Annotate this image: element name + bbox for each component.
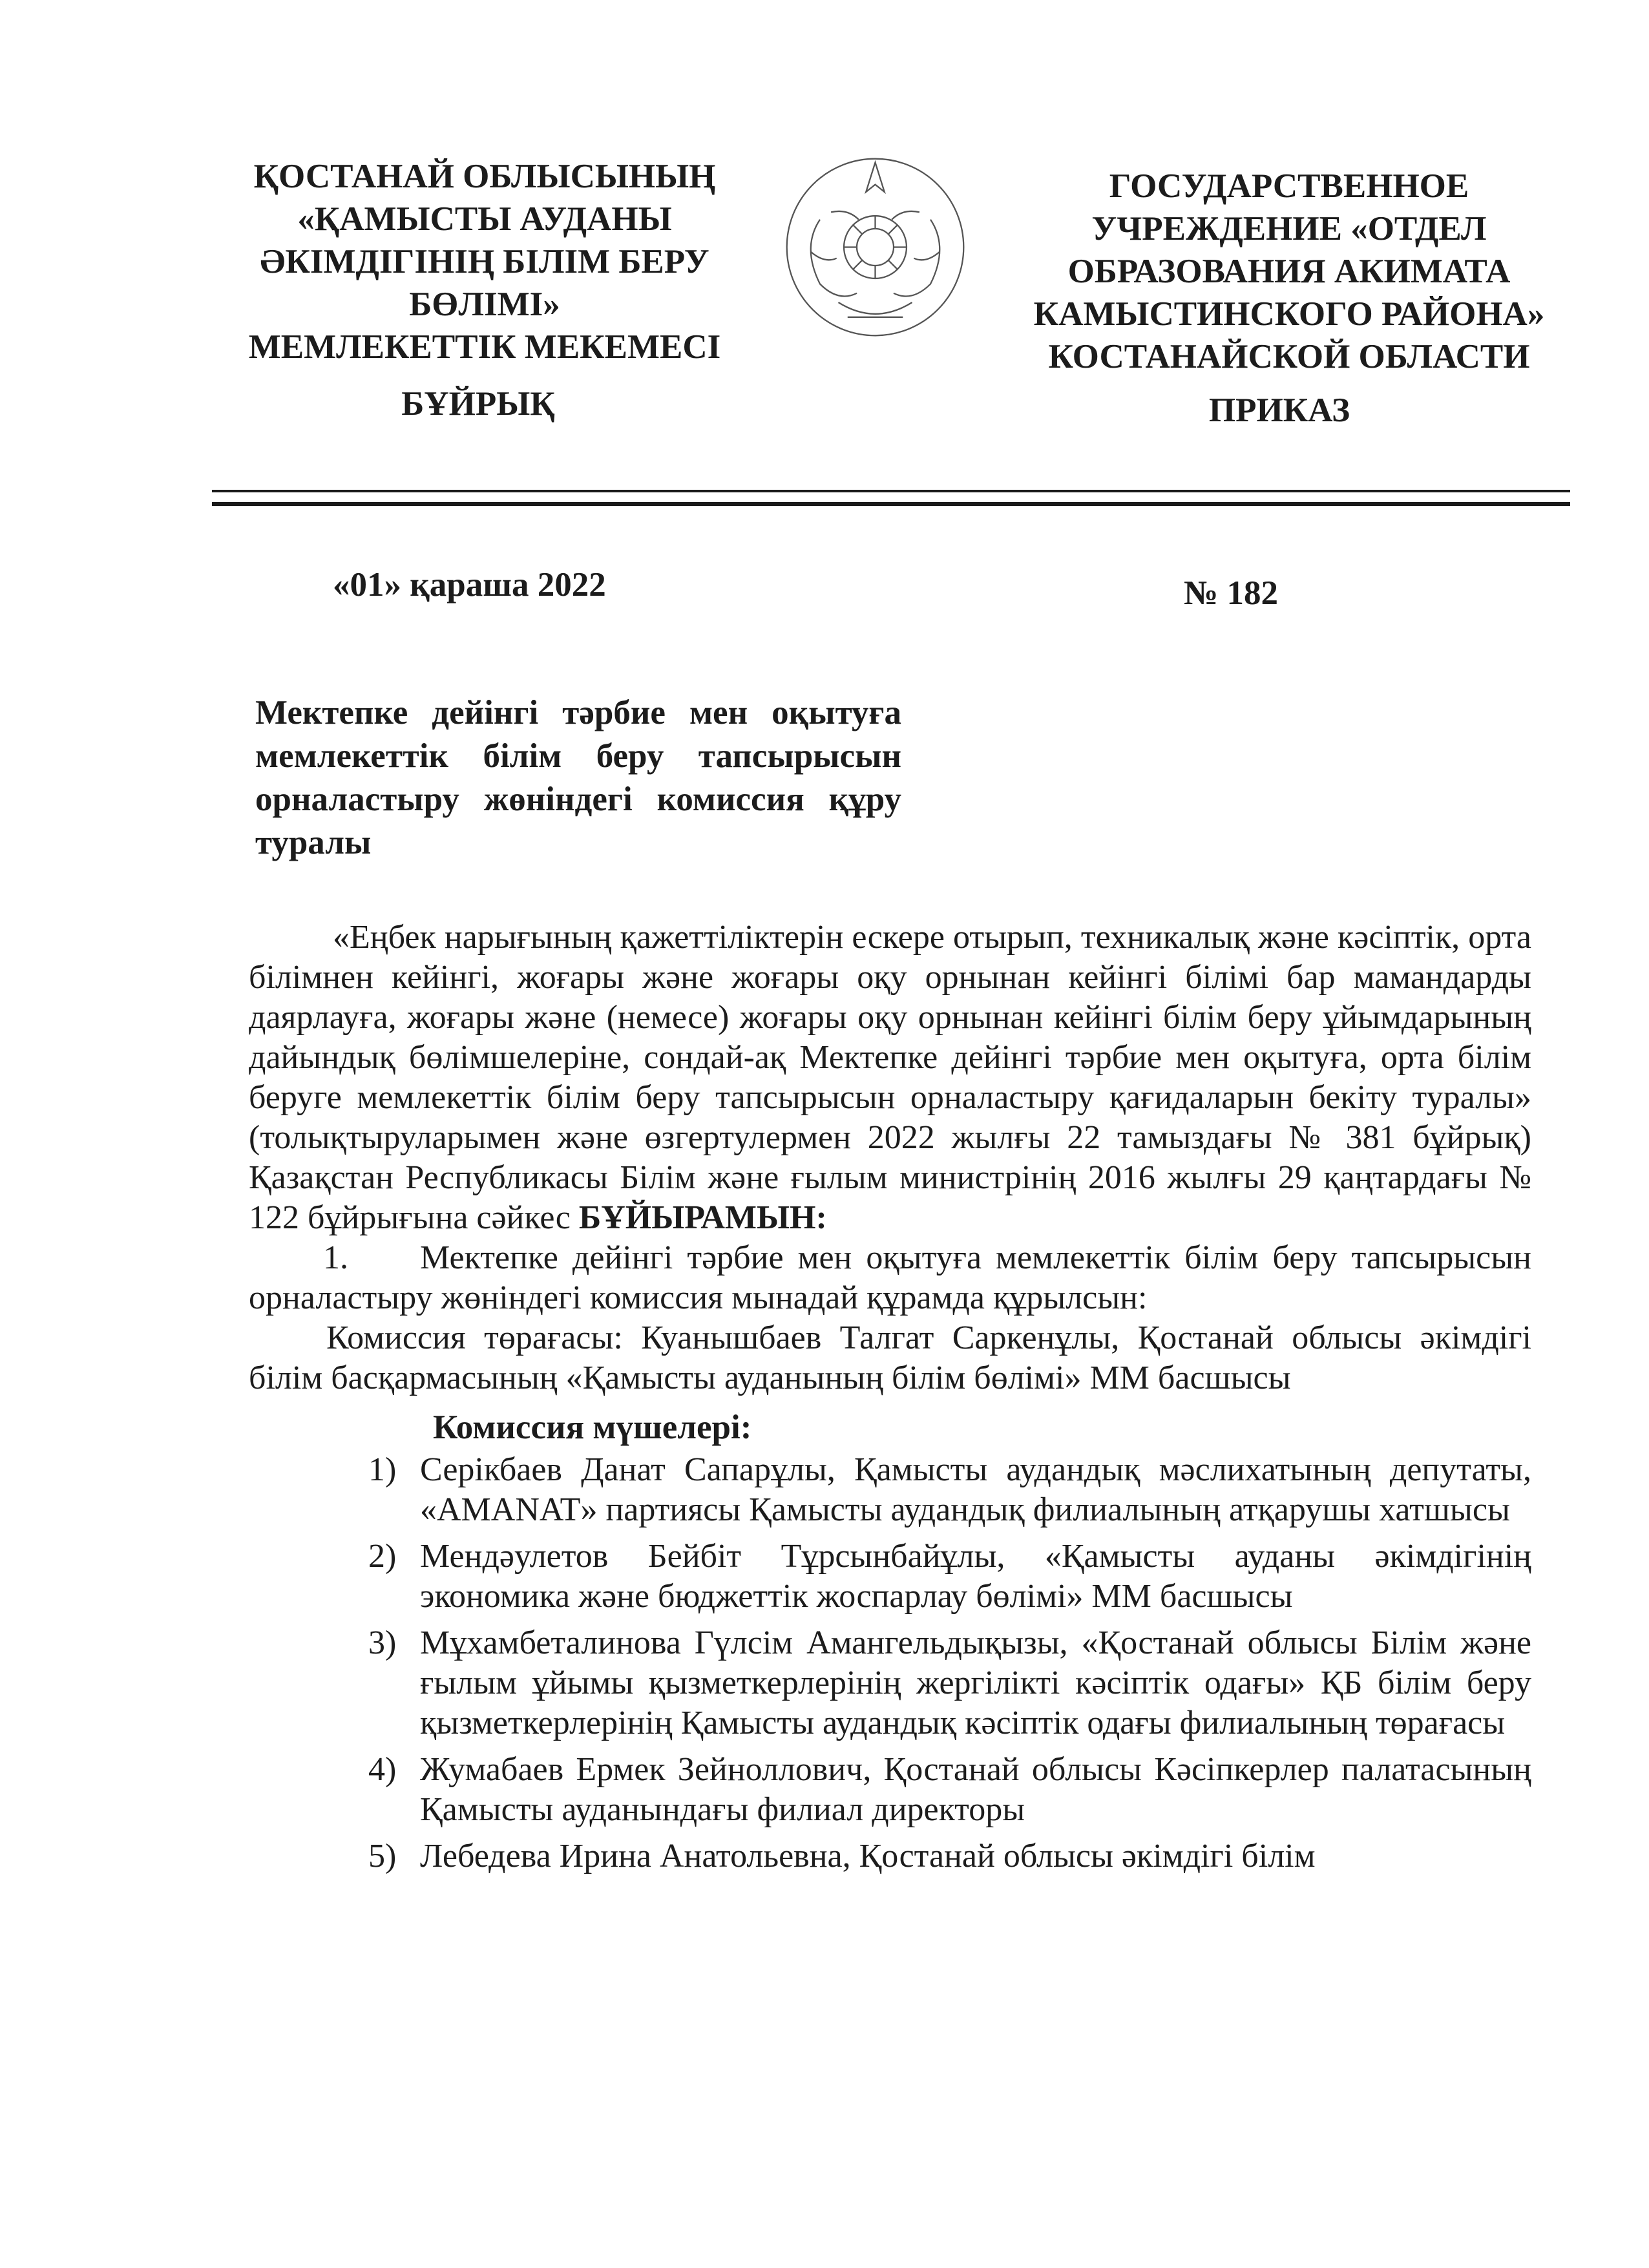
member-text: Серікбаев Данат Сапарұлы, Қамысты аудандық мәслихатының депутаты, «AMANAT» партиясы Қамысты аудандық филиалының атқарушы хатшысы <box>420 1451 1531 1528</box>
order-date: «01» қараша 2022 <box>333 566 606 604</box>
member-number: 1) <box>368 1451 397 1488</box>
preamble-text: «Еңбек нарығының қажеттіліктерін ескере отырып, техникалық және кәсіптік, орта білімнен кейінгі, жоғары және жоғары оқу орнынан кейінгі білімі бар мамандарды даярлауға, жоғары және (немесе) жоғары оқу орнынан кейінгі білім беру ұйымдарының дайындық бөлімшелеріне, сондай-ақ Мектепке дейінгі тәрбие мен оқытуға, орта білім беруге мемлекеттік білім беру тапсырысын орналастыру қағидаларын бекіту туралы» (толықтыруларымен және өзгертулермен 2022 жылғы 22 тамыздағы № 381 бұйрық) Қазақстан Республикасы Білім және ғылым министрінің 2016 жылғы 29 қаңтардағы № 122 бұйрығына сәйкес <box>249 919 1531 1236</box>
header-kazakh <box>194 155 775 368</box>
header-ru-line: УЧРЕЖДЕНИЕ «ОТДЕЛ <box>1091 210 1487 247</box>
header-ru-line: ОБРАЗОВАНИЯ АКИМАТА <box>1067 253 1511 290</box>
list-item <box>249 1450 1531 1530</box>
list-item <box>249 1836 1531 1876</box>
order-title-ru: ПРИКАЗ <box>1208 392 1350 429</box>
order-number: № 182 <box>1184 574 1279 612</box>
commission-chair: Комиссия төрағасы: Куанышбаев Талгат Саркенұлы, Қостанай облысы әкімдігі білім басқармасының «Қамысты ауданының білім бөлімі» ММ басшысы <box>249 1319 1531 1396</box>
member-text: Жумабаев Ермек Зейноллович, Қостанай облысы Кәсіпкерлер палатасының Қамысты ауданындағы филиал директоры <box>420 1751 1531 1828</box>
header-divider-thin <box>212 490 1570 492</box>
order-body <box>249 918 1531 1883</box>
header-kz-line: МЕМЛЕКЕТТІК МЕКЕМЕСІ <box>248 328 721 366</box>
header-kz-line: ҚОСТАНАЙ ОБЛЫСЫНЫҢ <box>253 158 716 195</box>
member-number: 4) <box>368 1751 397 1788</box>
header-ru-line: КАМЫСТИНСКОГО РАЙОНА» <box>1033 295 1545 333</box>
preamble-paragraph <box>249 918 1531 1238</box>
members-list <box>249 1450 1531 1876</box>
state-emblem-icon <box>783 155 967 339</box>
header-ru-line: КОСТАНАЙСКОЙ ОБЛАСТИ <box>1048 338 1530 375</box>
order-subject-title: Мектепке дейінгі тәрбие мен оқытуға мемлекеттік білім беру тапсырысын орналастыру жөніндегі комиссия құру туралы <box>255 694 901 861</box>
member-number: 3) <box>368 1624 397 1661</box>
header-ru-line: ГОСУДАРСТВЕННОЕ <box>1109 167 1469 205</box>
member-text: Мендәулетов Бейбіт Тұрсынбайұлы, «Қамысты ауданы әкімдігінің экономика және бюджеттік жоспарлау бөлімі» ММ басшысы <box>420 1538 1531 1615</box>
header-russian <box>982 165 1596 378</box>
header-kz-line: «ҚАМЫСТЫ АУДАНЫ <box>297 200 672 238</box>
list-item <box>249 1623 1531 1743</box>
item-1-paragraph <box>249 1238 1531 1318</box>
member-text: Лебедева Ирина Анатольевна, Қостанай облысы әкімдігі білім <box>420 1838 1316 1874</box>
decree-word: БҰЙЫРАМЫН: <box>578 1199 827 1236</box>
order-title-kz: БҰЙРЫҚ <box>401 385 555 423</box>
member-text: Мұхамбеталинова Гүлсім Амангельдықызы, «Қостанай облысы Білім және ғылым ұйымы қызметкерлерінің жергілікті кәсіптік одағы» ҚБ білім беру қызметкерлерінің Қамысты аудандық кәсіптік одағы филиалының төрағасы <box>420 1624 1531 1741</box>
header-divider-thick <box>212 502 1570 506</box>
item-1-number: 1. <box>323 1239 348 1276</box>
header-kz-line: ӘКІМДІГІНІҢ БІЛІМ БЕРУ <box>260 243 709 280</box>
members-heading: Комиссия мүшелері: <box>433 1409 752 1446</box>
item-1-text: Мектепке дейінгі тәрбие мен оқытуға мемлекеттік білім беру тапсырысын орналастыру жөніндегі комиссия мынадай құрамда құрылсын: <box>249 1239 1531 1316</box>
header-kz-line: БӨЛІМІ» <box>409 286 560 323</box>
member-number: 2) <box>368 1538 397 1575</box>
member-number: 5) <box>368 1838 397 1874</box>
list-item <box>249 1750 1531 1830</box>
list-item <box>249 1537 1531 1617</box>
